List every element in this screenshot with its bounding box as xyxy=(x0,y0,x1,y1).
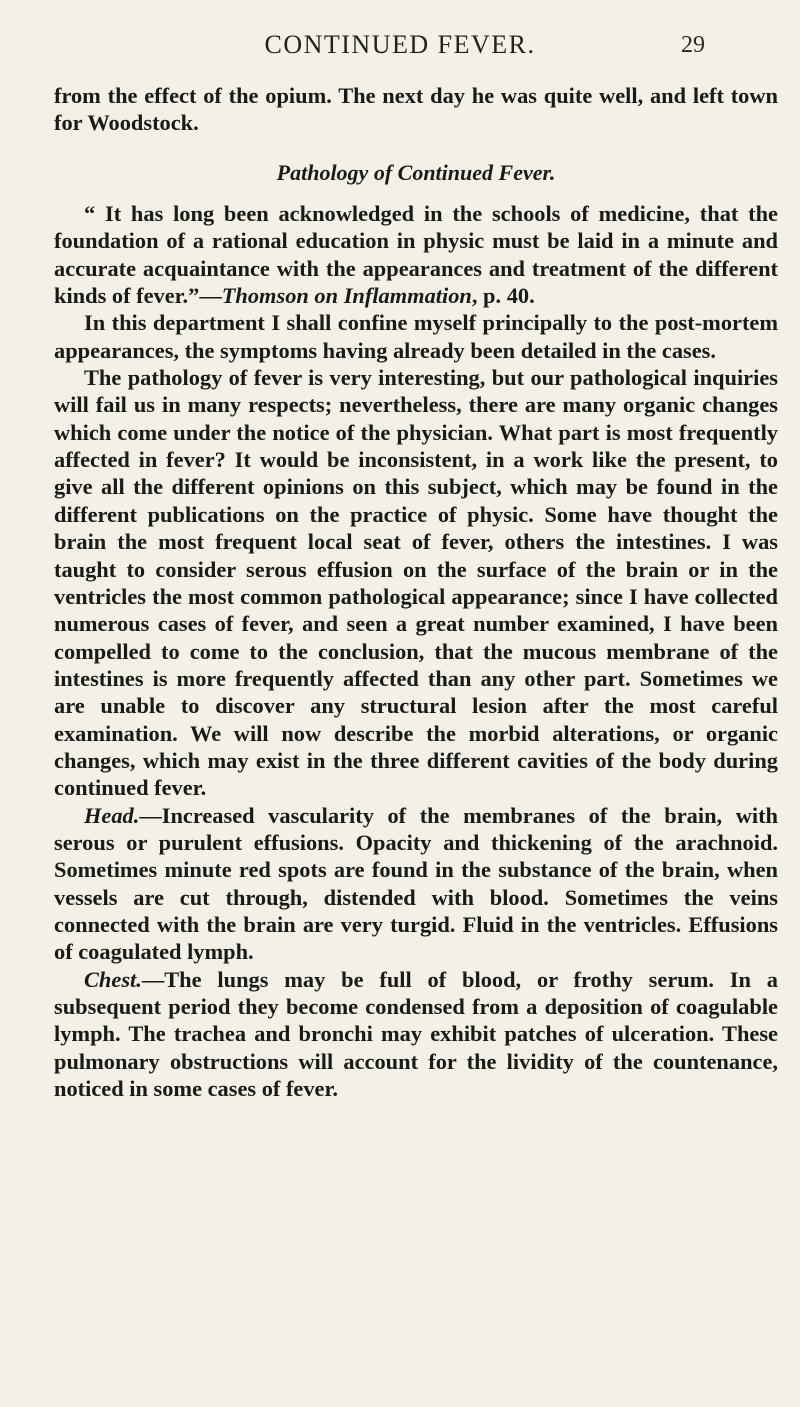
epigraph-author: Thomson on xyxy=(221,283,339,309)
head-text: —Increased vascularity of the membranes of the brain, with serous or purulent effusions. Opacity and thickening of the arachnoid. Sometimes minute red spots are found in the substance of the brain, when vessels are cut through, distended with blood. Sometimes the veins connected with the brain are very turgid. Fluid in the ventricles. Effusions of coagulated lymph. xyxy=(54,802,778,965)
epigraph-page: , p. 40. xyxy=(471,283,535,309)
page-body xyxy=(54,82,778,1102)
epigraph-quote: “ It has long been acknowledged in the schools of medicine, that the foundation of a rational education in physic must be laid in a minute and accurate acquaintance with the appearances and treatment of the different kinds of fever.” xyxy=(54,201,778,309)
epigraph-dash: — xyxy=(199,283,222,309)
page-header-title: CONTINUED FEVER. xyxy=(264,30,536,59)
paragraph-pathology: The pathology of fever is very interesting, but our pathological inquiries will fail us in many respects; nevertheless, there are many organic changes which come under the notice of the physician. What part is most frequently affected in fever? It would be inconsistent, in a work like the present, to give all the different opinions on this subject, which may be found in the different publications on the practice of physic. Some have thought the brain the most frequent local seat of fever, others the intestines. I was taught to consider serous effusion on the surface of the brain or in the ventricles the most common pathological appearance; since I have collected numerous cases of fever, and seen a great number examined, I have been compelled to come to the conclusion, that the mucous membrane of the intestines is more frequently affected than any other part. Sometimes we are unable to discover any structural lesion after the most careful examination. We will now describe the morbid alterations, or organic changes, which may exist in the three different cavities of the body during continued fever. xyxy=(54,365,778,801)
paragraph-head xyxy=(54,802,778,966)
paragraph-chest xyxy=(54,966,778,1103)
chest-label: Chest. xyxy=(84,966,142,992)
epigraph-work: Inflammation xyxy=(343,283,472,309)
head-label: Head. xyxy=(84,802,140,828)
section-heading: Pathology of Continued Fever. xyxy=(276,159,556,185)
running-head xyxy=(0,20,800,70)
epigraph xyxy=(54,200,778,309)
chest-text: —The lungs may be full of blood, or frothy serum. In a subsequent period they become condensed from a deposition of coagulable lymph. The trachea and bronchi may exhibit patches of ulceration. These pulmonary obstructions will account for the lividity of the countenance, noticed in some cases of fever. xyxy=(54,966,778,1102)
paragraph-department: In this department I shall confine myself principally to the post-mortem appearances, the symptoms having already been detailed in the cases. xyxy=(54,310,778,363)
page-number: 29 xyxy=(681,32,705,58)
opening-paragraph: from the effect of the opium. The next day he was quite well, and left town for Woodstock. xyxy=(54,83,778,136)
